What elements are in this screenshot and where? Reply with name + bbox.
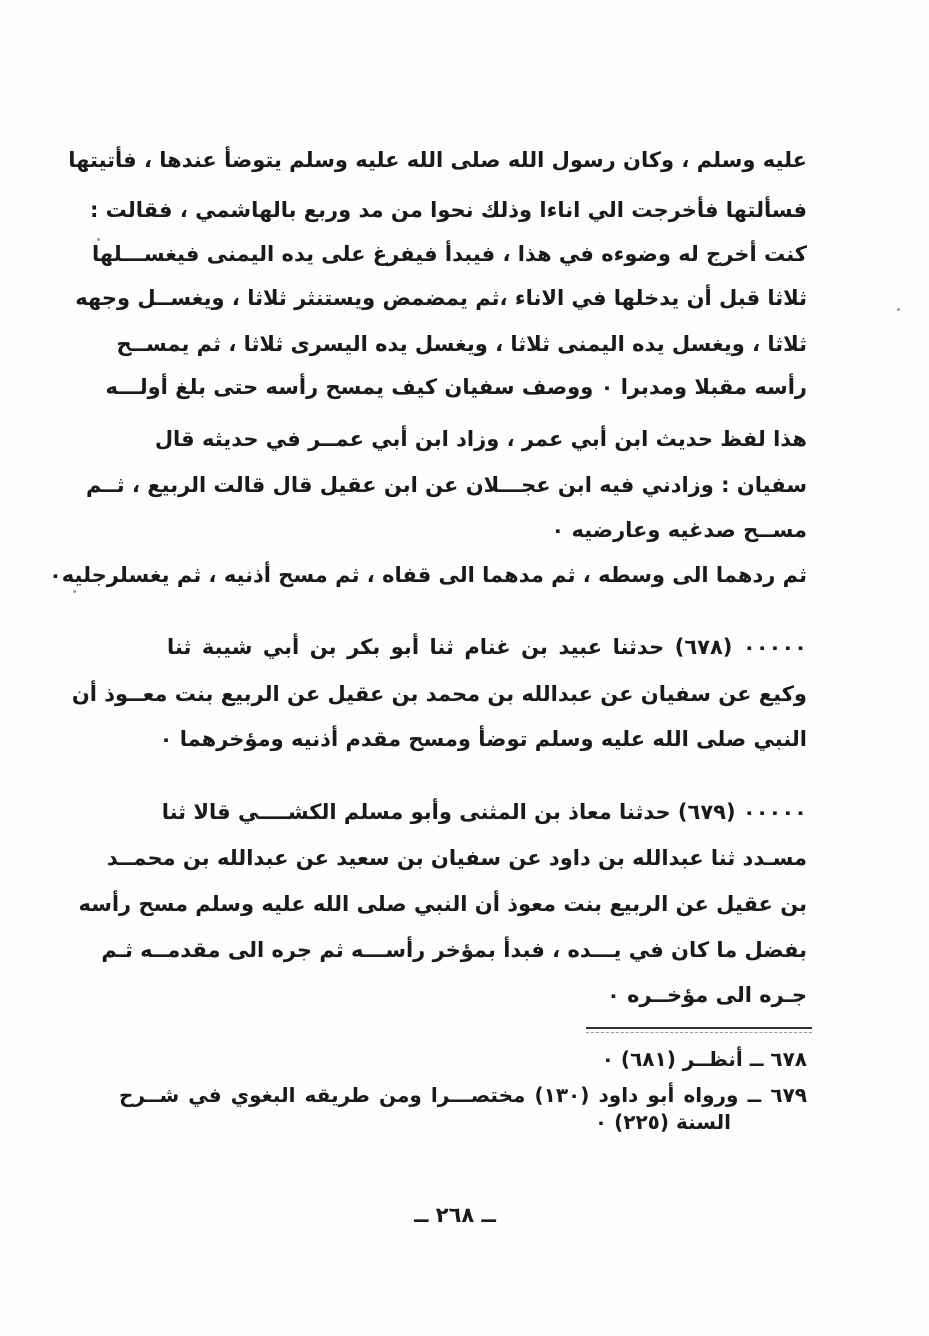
- text-line: مســح صدغيه وعارضيه ٠: [551, 518, 807, 542]
- text-line: هذا لفظ حديث ابن أبي عمر ، وزاد ابن أبي عمــر في حديثه قال: [154, 427, 807, 451]
- footnote: السنة (٢٢٥) ٠: [594, 1110, 731, 1134]
- text-line: بن عقيل عن الربيع بنت معوذ أن النبي صلى الله عليه وسلم مسح رأسه: [78, 892, 807, 916]
- text-line: فسألتها فأخرجت الي اناءا وذلك نحوا من مد وربع بالهاشمي ، فقالت :: [89, 198, 807, 222]
- text-line: ثم ردهما الى وسطه ، ثم مدهما الى قفاه ، ثم مسح أذنيه ، ثم يغسلرجليه٠: [48, 563, 807, 587]
- scan-speck: [97, 238, 100, 241]
- text-line: ثلاثا ، ويغسل يده اليمنى ثلاثا ، ويغسل يده اليسرى ثلاثا ، ثم يمســح: [116, 332, 807, 356]
- text-line: رأسه مقبلا ومدبرا ٠ ووصف سفيان كيف يمسح رأسه حتى بلغ أولـــه: [105, 375, 807, 399]
- scan-speck: [73, 590, 76, 593]
- text-line: سفيان : وزادني فيه ابن عجـــلان عن ابن عقيل قال قالت الربيع ، ثــم: [85, 473, 807, 497]
- footnote: ٦٧٨ ــ أنظــر (٦٨١) ٠: [601, 1047, 807, 1071]
- text-line: النبي صلى الله عليه وسلم توضأ ومسح مقدم أذنيه ومؤخرهما ٠: [159, 727, 807, 751]
- text-line: ثلاثا قبل أن يدخلها في الاناء ،ثم يمضمض ويستنثر ثلاثا ، ويغســل وجهه: [75, 286, 807, 310]
- text-line: بفضل ما كان في يـــده ، فبدأ بمؤخر رأســـه ثم جره الى مقدمــه ثـم: [101, 938, 807, 962]
- scan-speck: [897, 308, 900, 311]
- text-line: ٠٠٠٠٠ (٦٧٩) حدثنا معاذ بن المثنى وأبو مسلم الكشــــي قالا ثنا: [161, 800, 807, 824]
- text-line: جـره الى مؤخــره ٠: [607, 983, 807, 1007]
- text-line: مسـدد ثنا عبدالله بن داود عن سفيان بن سعيد عن عبدالله بن محمــد: [106, 846, 807, 870]
- page-number: ــ ٢٦٨ ــ: [414, 1203, 496, 1227]
- footnote-separator-dashed: [586, 1032, 812, 1033]
- text-line: عليه وسلم ، وكان رسول الله صلى الله عليه وسلم يتوضأ عندها ، فأتيتها: [68, 148, 807, 172]
- footnote-separator: [586, 1027, 812, 1029]
- text-line: وكيع عن سفيان عن عبدالله بن محمد بن عقيل عن الربيع بنت معــوذ أن: [71, 682, 807, 706]
- text-line: ٠٠٠٠٠ (٦٧٨) حدثنا عبيد بن غنام ثنا أبو بكر بن أبي شيبة ثنا: [167, 635, 807, 659]
- text-line: كنت أخرج له وضوءه في هذا ، فيبدأ فيفرغ على يده اليمنى فيغســـلها: [91, 242, 807, 266]
- footnote: ٦٧٩ ــ ورواه أبو داود (١٣٠) مختصـــرا ومن طريقه البغوي في شــرح: [119, 1083, 807, 1107]
